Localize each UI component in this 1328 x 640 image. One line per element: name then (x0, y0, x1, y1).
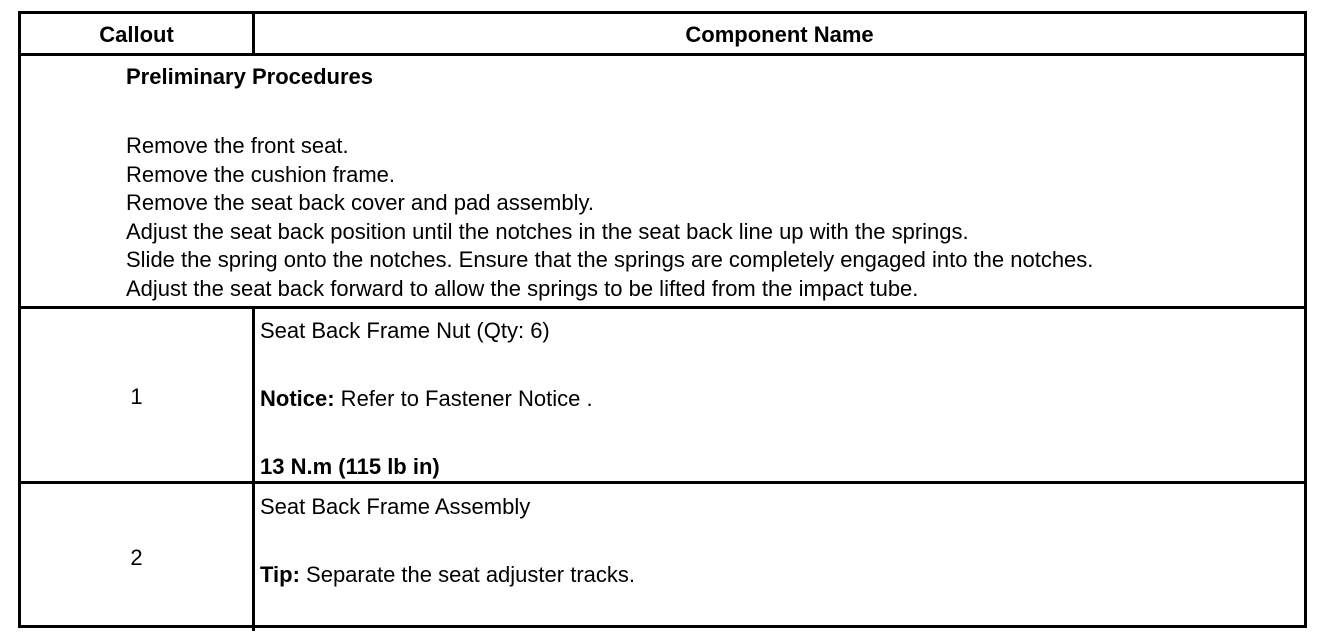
header-bottom-border (21, 53, 1304, 56)
row2-divider (252, 481, 255, 631)
preliminary-step: Adjust the seat back forward to allow the springs to be lifted from the impact tube. (126, 276, 919, 301)
row2-callout: 2 (130, 545, 143, 570)
row1-callout: 1 (130, 384, 143, 409)
row1-torque: 13 N.m (115 lb in) (260, 454, 440, 479)
preliminary-step: Adjust the seat back position until the notches in the seat back line up with the springs. (126, 219, 969, 244)
row2-component-name: Seat Back Frame Assembly (260, 494, 531, 519)
notice-text: Refer to Fastener Notice . (334, 386, 593, 411)
preliminary-step: Remove the cushion frame. (126, 162, 396, 187)
row1-divider (252, 306, 255, 482)
header-divider (252, 14, 255, 54)
preliminary-title: Preliminary Procedures (126, 64, 374, 89)
notice-label: Notice: (260, 386, 335, 411)
row1-bottom-border (21, 481, 1304, 484)
preliminary-step: Remove the front seat. (126, 133, 349, 158)
row1-component-name: Seat Back Frame Nut (Qty: 6) (260, 318, 550, 343)
preliminary-step: Remove the seat back cover and pad assembly. (126, 190, 594, 215)
tip-label: Tip: (260, 562, 300, 587)
preliminary-step: Slide the spring onto the notches. Ensure that the springs are completely engaged into the notches. (126, 247, 1094, 272)
tip-text: Separate the seat adjuster tracks. (299, 562, 635, 587)
preliminary-bottom-border (21, 306, 1304, 309)
row1-notice (260, 384, 593, 413)
procedure-table (18, 11, 1307, 628)
row2-tip (260, 560, 635, 589)
header-callout: Callout (99, 22, 174, 47)
header-component-name: Component Name (685, 22, 874, 47)
